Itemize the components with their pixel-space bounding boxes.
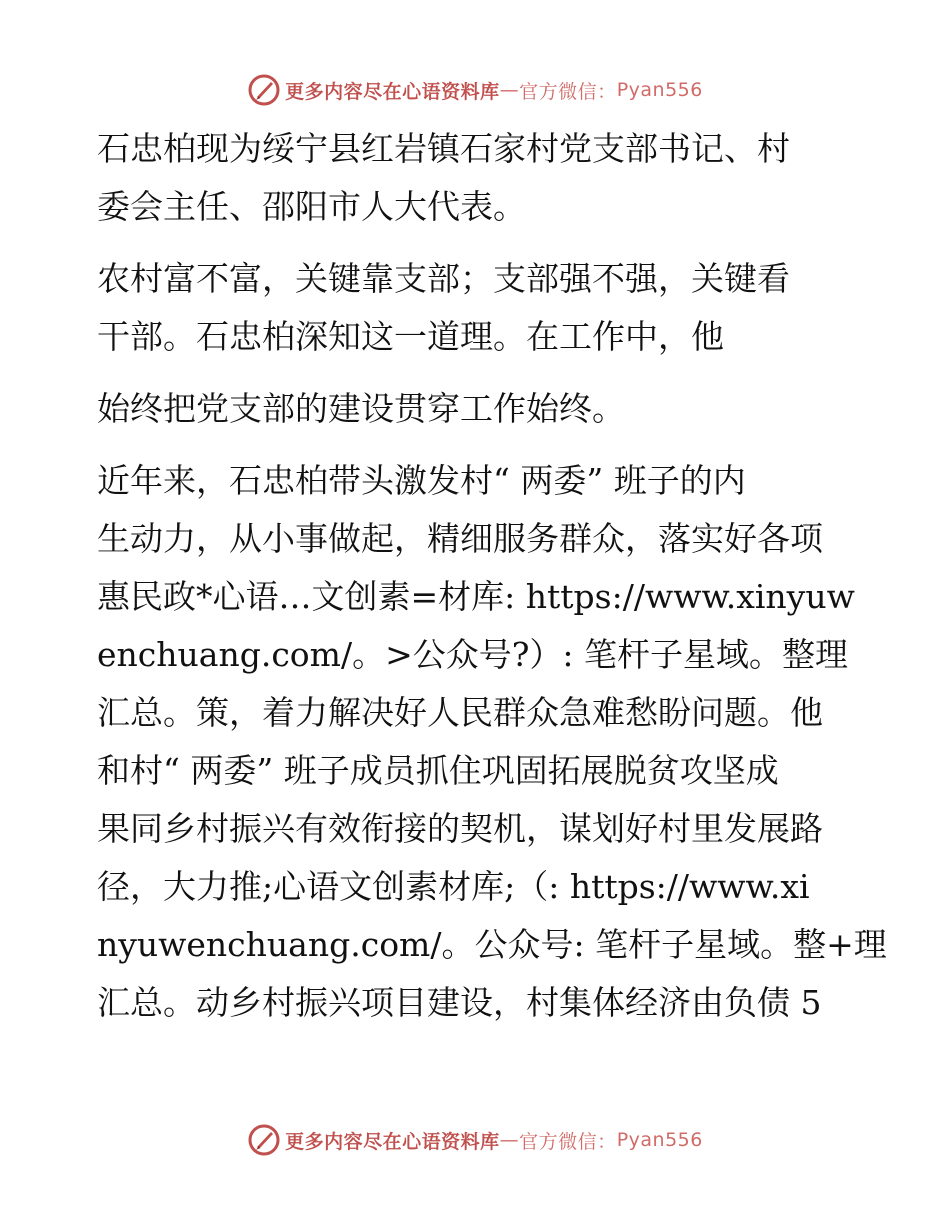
text-line: 始终把党支部的建设贯穿工作始终。 <box>97 389 625 428</box>
paragraph-3 <box>97 380 857 438</box>
watermark-wechat: Pyan556 <box>616 79 703 101</box>
watermark-label: 官方微信： <box>519 1130 617 1153</box>
text-line: 农村富不富，关键靠支部；支部强不强，关键看 <box>97 259 790 298</box>
text-line: 汇总。策，着力解决好人民群众急难愁盼问题。他 <box>97 693 823 732</box>
paragraph-1 <box>97 120 857 236</box>
document-body <box>97 120 887 1032</box>
text-line: nyuwenchuang.com/。公众号: 笔杆子星域。整+理 <box>97 925 887 964</box>
watermark-label: 官方微信： <box>519 80 617 103</box>
watermark-text: 更多内容尽在心语资料库 <box>285 1130 500 1153</box>
quill-seal-icon <box>247 1123 281 1157</box>
text-line: 径，大力推;心语文创素材库;（: https://www.xi <box>97 867 810 906</box>
paragraph-4 <box>97 452 887 1032</box>
paragraph-2 <box>97 250 857 366</box>
watermark-wechat: Pyan556 <box>616 1129 703 1151</box>
footer-watermark <box>0 1120 950 1160</box>
text-line: 惠民政*心语…文创素=材库: https://www.xinyuw <box>97 577 855 616</box>
text-line: enchuang.com/。>公众号?）: 笔杆子星域。整理 <box>97 635 849 674</box>
watermark-text: 更多内容尽在心语资料库 <box>285 80 500 103</box>
text-line: 和村“ 两委” 班子成员抓住巩固拓展脱贫攻坚成 <box>97 751 779 790</box>
text-line: 近年来，石忠柏带头激发村“ 两委” 班子的内 <box>97 461 746 500</box>
watermark-separator: — <box>499 79 520 101</box>
text-line: 委会主任、邵阳市人大代表。 <box>97 187 526 226</box>
header-watermark <box>0 70 950 110</box>
watermark-separator: — <box>499 1129 520 1151</box>
text-line: 生动力，从小事做起，精细服务群众，落实好各项 <box>97 519 823 558</box>
text-line: 石忠柏现为绥宁县红岩镇石家村党支部书记、村 <box>97 129 790 168</box>
text-line: 干部。石忠柏深知这一道理。在工作中，他 <box>97 317 724 356</box>
text-line: 果同乡村振兴有效衔接的契机，谋划好村里发展路 <box>97 809 823 848</box>
text-line: 汇总。动乡村振兴项目建设，村集体经济由负债 5 <box>97 983 822 1022</box>
quill-seal-icon <box>247 73 281 107</box>
